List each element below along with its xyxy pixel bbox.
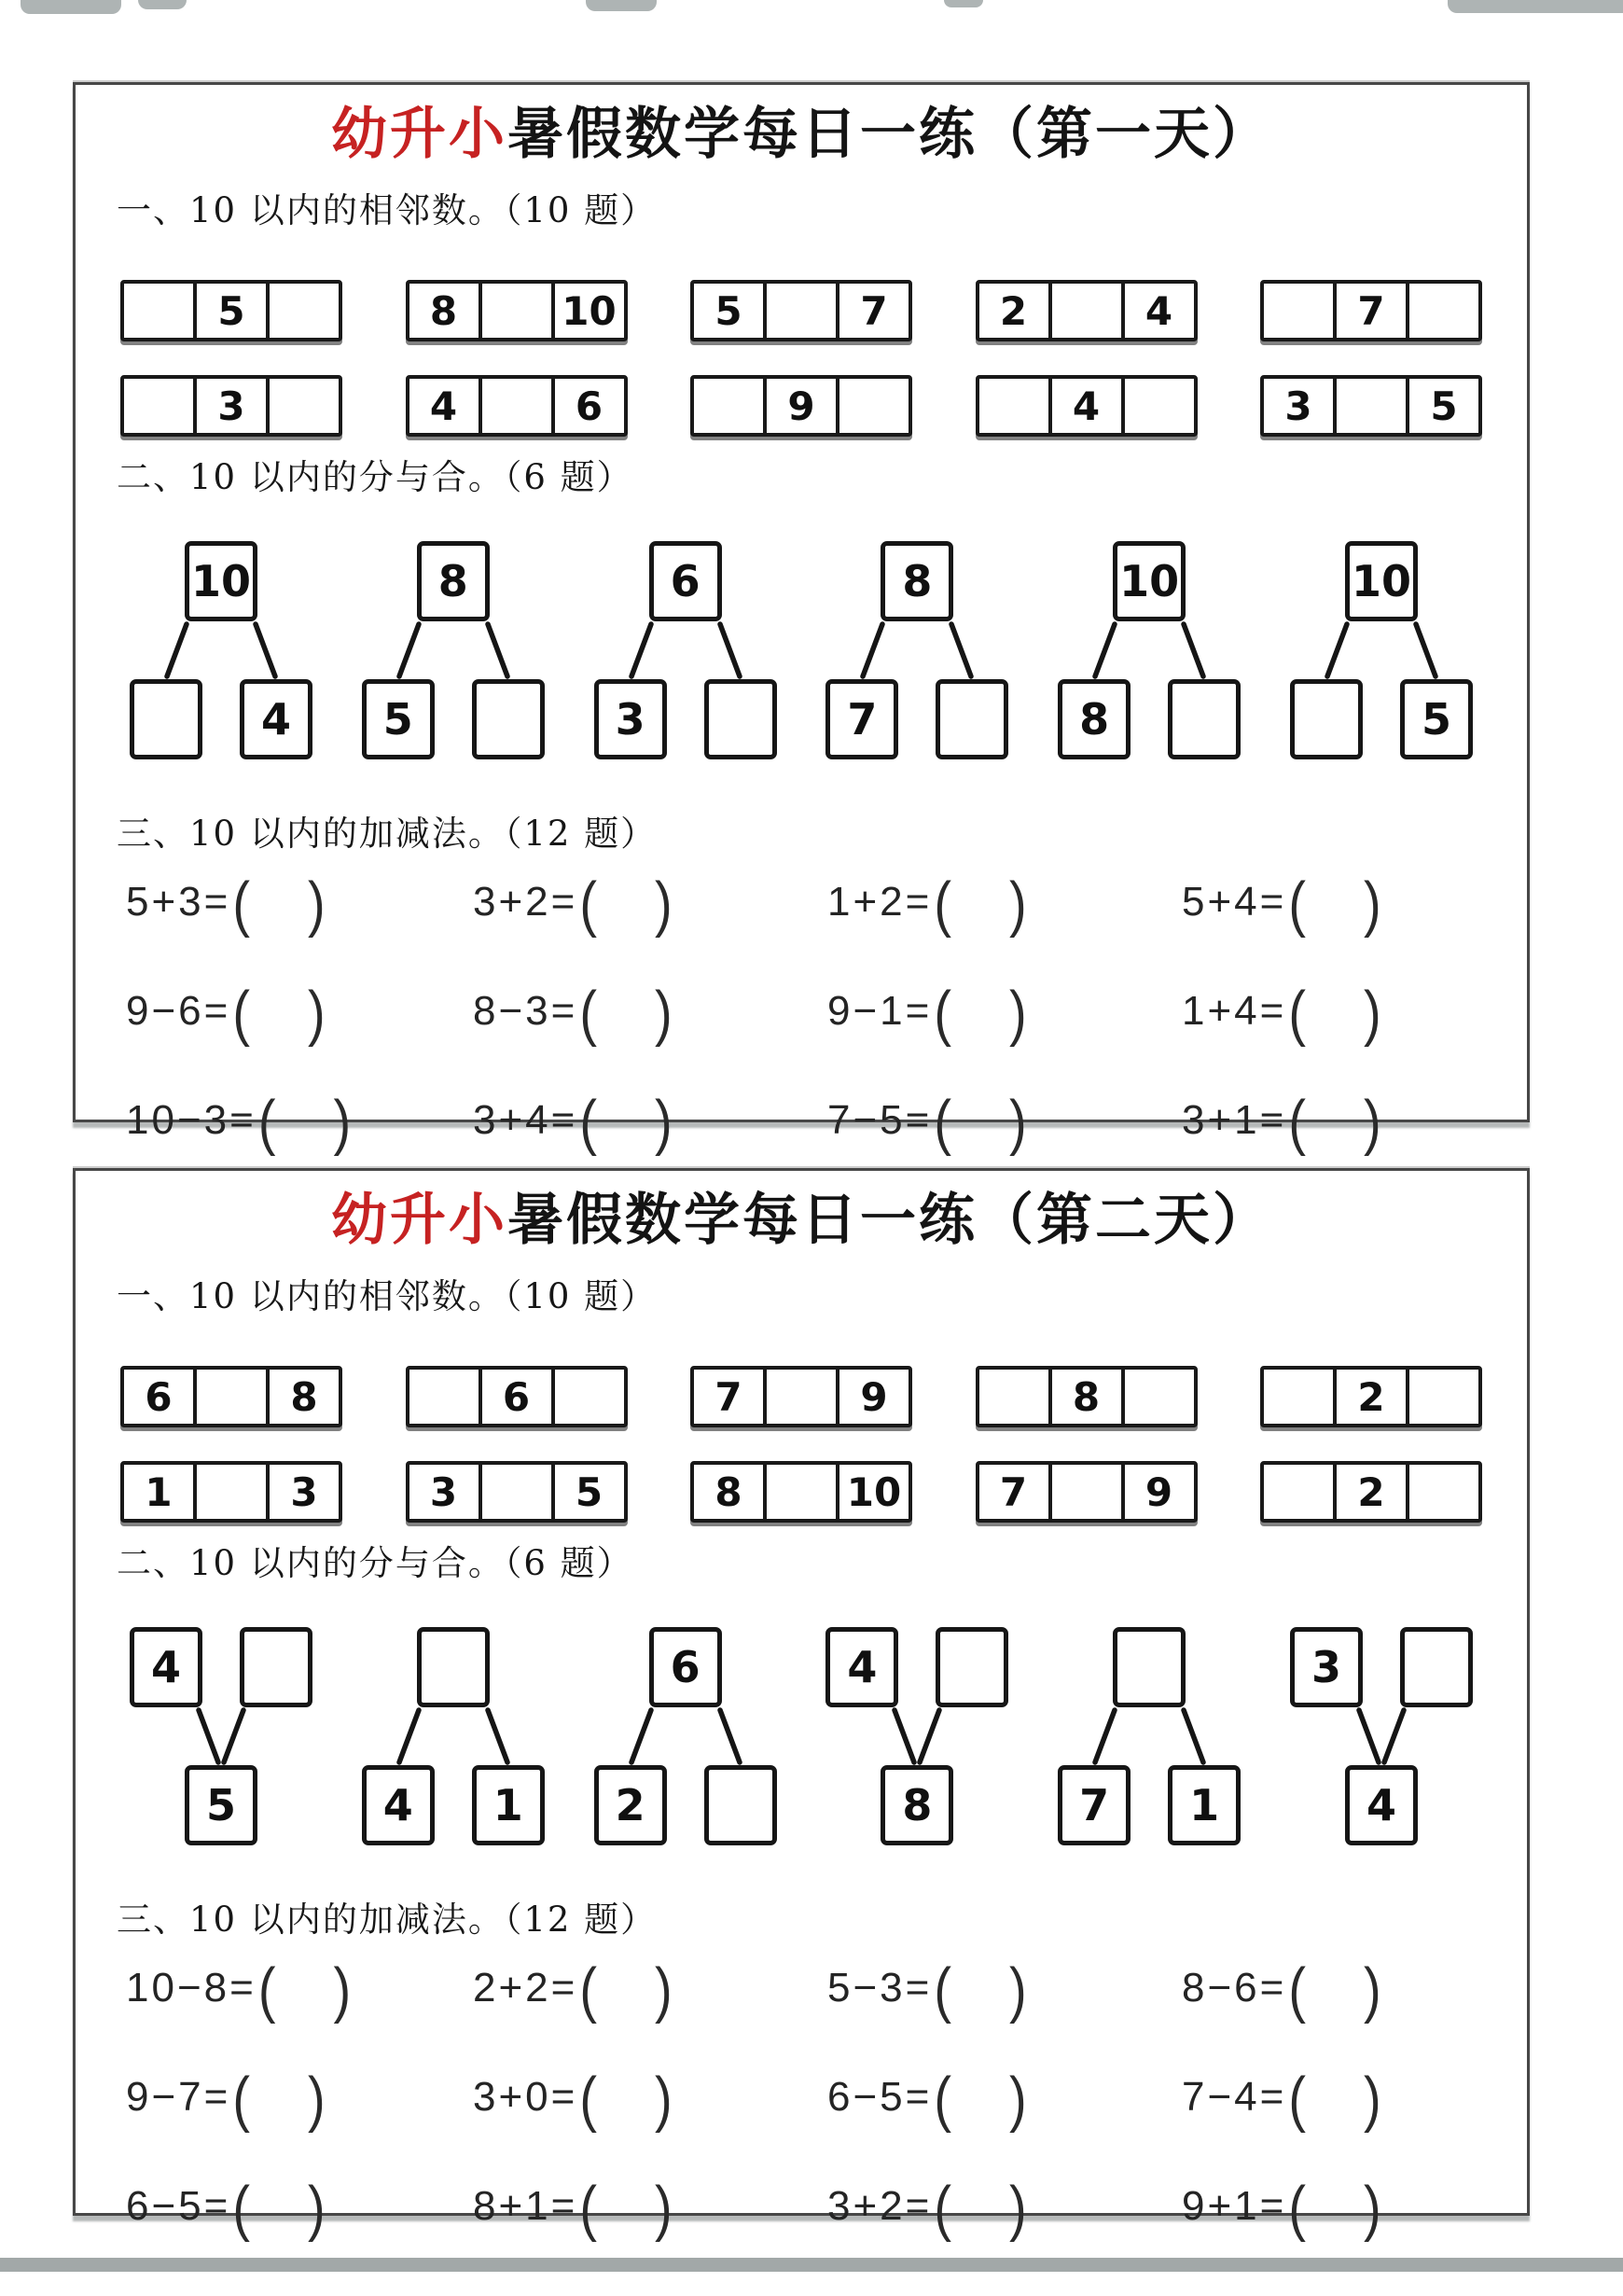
equation (827, 2173, 1182, 2243)
neighbor-box (1260, 375, 1482, 437)
neighbor-cell: 7 (979, 1465, 1052, 1519)
neighbor-cell (124, 379, 197, 433)
section-heading-arithmetic: 三、10 以内的加减法。（12 题） (117, 814, 658, 855)
equation (473, 869, 827, 939)
neighbor-box (690, 375, 912, 437)
bond-box: 6 (649, 541, 722, 621)
scan-artifact (1448, 0, 1623, 13)
neighbor-cell (555, 1370, 624, 1424)
neighbor-cell: 7 (860, 287, 888, 334)
equation-expression: 9−7= (126, 2074, 231, 2121)
open-paren: ( (934, 978, 953, 1048)
bond-box: 10 (185, 541, 257, 621)
bond-lines (594, 621, 777, 679)
bond-box: 5 (1400, 679, 1473, 759)
bond-lines (594, 1707, 777, 1765)
equation-expression: 9−1= (827, 988, 933, 1035)
equation-expression: 8−6= (1182, 1965, 1287, 2011)
bond-box: 4 (825, 1627, 898, 1707)
neighbor-cell: 4 (409, 379, 482, 433)
equation-expression: 6−5= (126, 2183, 231, 2230)
scan-artifact (21, 0, 121, 14)
equation (1182, 2064, 1493, 2134)
panel-title (109, 100, 1493, 170)
equation (827, 1087, 1182, 1157)
neighbor-cell: 9 (1144, 1468, 1173, 1515)
neighbor-cell (482, 284, 555, 338)
neighbor-cell (482, 1465, 555, 1519)
neighbor-box (406, 1461, 628, 1523)
neighbor-cell: 5 (694, 284, 767, 338)
bond-lines (825, 621, 1008, 679)
close-paren: ) (1364, 978, 1383, 1048)
neighbor-cell: 1 (124, 1465, 197, 1519)
close-paren: ) (1009, 1087, 1029, 1157)
scan-artifact-bottom (0, 2258, 1623, 2272)
bond-box (704, 1765, 777, 1845)
close-paren: ) (1009, 1955, 1029, 2025)
equation (1182, 1955, 1493, 2025)
neighbor-box (406, 375, 628, 437)
close-paren: ) (308, 978, 327, 1048)
open-paren: ( (934, 1955, 953, 2025)
equation (473, 2173, 827, 2243)
equation (1182, 978, 1493, 1048)
equations-grid (109, 869, 1493, 1157)
bond-box: 2 (594, 1765, 667, 1845)
neighbor-box (406, 280, 628, 341)
equation (827, 1955, 1182, 2025)
bond-box (1113, 1627, 1186, 1707)
number-bond (1058, 541, 1241, 759)
neighbor-cell (482, 379, 555, 433)
neighbor-cell: 2 (979, 284, 1052, 338)
open-paren: ( (1288, 1087, 1308, 1157)
neighbor-box (976, 1366, 1198, 1427)
neighbor-cell (694, 379, 767, 433)
bond-lines (1290, 1707, 1473, 1765)
bond-box: 7 (1058, 1765, 1131, 1845)
equation (126, 2064, 473, 2134)
bond-lines (130, 621, 312, 679)
equation-expression: 3+0= (473, 2074, 578, 2121)
neighbor-cell (1337, 379, 1409, 433)
bond-box (936, 1627, 1008, 1707)
open-paren: ( (934, 2064, 953, 2134)
equation-expression: 5−3= (827, 1965, 933, 2011)
bond-box: 1 (472, 1765, 545, 1845)
close-paren: ) (1364, 2173, 1383, 2243)
open-paren: ( (579, 1087, 599, 1157)
number-bond (1290, 1627, 1473, 1845)
equation (126, 869, 473, 939)
neighbor-cell: 2 (1337, 1465, 1409, 1519)
neighbor-cell: 8 (694, 1465, 767, 1519)
neighbor-cell: 5 (1430, 383, 1458, 429)
equation-expression: 10−8= (126, 1965, 257, 2011)
close-paren: ) (1364, 2064, 1383, 2134)
equation-expression: 3+4= (473, 1097, 578, 1144)
close-paren: ) (1009, 2064, 1029, 2134)
close-paren: ) (333, 1087, 354, 1157)
close-paren: ) (333, 1955, 354, 2025)
open-paren: ( (1288, 869, 1308, 939)
neighbor-cell: 6 (482, 1370, 555, 1424)
bond-box (1168, 679, 1241, 759)
neighbor-cell: 6 (575, 383, 603, 429)
neighbors-row (109, 375, 1493, 437)
equations-grid (109, 1955, 1493, 2243)
scan-artifact (586, 0, 657, 11)
open-paren: ( (232, 2064, 252, 2134)
equation-expression: 8+1= (473, 2183, 578, 2230)
section-heading-bonds: 二、10 以内的分与合。（6 题） (117, 457, 633, 498)
number-bond (825, 1627, 1008, 1845)
bonds-row (109, 541, 1493, 759)
bond-box: 7 (825, 679, 898, 759)
equation-expression: 7−4= (1182, 2074, 1287, 2121)
equation-expression: 8−3= (473, 988, 578, 1035)
equation (827, 869, 1182, 939)
open-paren: ( (1288, 2064, 1308, 2134)
number-bond (1290, 541, 1473, 759)
neighbor-cell: 2 (1337, 1370, 1409, 1424)
close-paren: ) (655, 1955, 674, 2025)
close-paren: ) (308, 2064, 327, 2134)
neighbor-box (1260, 280, 1482, 341)
worksheet-panel-day2 (73, 1168, 1530, 2243)
open-paren: ( (232, 978, 252, 1048)
scan-artifact (944, 0, 983, 7)
neighbor-cell (1409, 1370, 1478, 1424)
bond-box (704, 679, 777, 759)
bond-box: 8 (1058, 679, 1131, 759)
neighbor-cell (979, 1370, 1052, 1424)
equation-expression: 3+2= (827, 2183, 933, 2230)
open-paren: ( (1288, 978, 1308, 1048)
equation (1182, 2173, 1493, 2243)
neighbor-box (690, 1461, 912, 1523)
neighbor-box (120, 375, 342, 437)
scan-artifact (138, 0, 187, 9)
section-heading-neighbors: 一、10 以内的相邻数。（10 题） (117, 190, 658, 230)
open-paren: ( (232, 2173, 252, 2243)
neighbor-cell: 6 (124, 1370, 197, 1424)
close-paren: ) (1364, 1955, 1383, 2025)
open-paren: ( (579, 2064, 599, 2134)
neighbor-cell: 10 (562, 287, 617, 334)
neighbor-box (690, 1366, 912, 1427)
neighbors-row (109, 1366, 1493, 1427)
equation-expression: 5+3= (126, 879, 231, 925)
equation-expression: 1+2= (827, 879, 933, 925)
bond-box (1290, 679, 1363, 759)
neighbor-cell: 5 (197, 284, 270, 338)
worksheet-panel-day1 (73, 82, 1530, 1157)
neighbor-cell: 9 (860, 1373, 888, 1420)
neighbor-cell: 7 (694, 1370, 767, 1424)
equation-expression: 3+2= (473, 879, 578, 925)
neighbor-cell (1052, 1465, 1125, 1519)
bond-box: 5 (185, 1765, 257, 1845)
equation (126, 2173, 473, 2243)
bond-box (240, 1627, 312, 1707)
equation (473, 2064, 827, 2134)
neighbor-cell (270, 284, 339, 338)
bond-lines (130, 1707, 312, 1765)
bond-lines (1058, 621, 1241, 679)
equation (1182, 1087, 1493, 1157)
title-text: 暑假数学每日一练（第二天） (507, 1188, 1271, 1253)
equation (473, 978, 827, 1048)
close-paren: ) (308, 2173, 327, 2243)
neighbor-cell (1409, 1465, 1478, 1519)
number-bond (130, 541, 312, 759)
neighbor-cell (1264, 1465, 1337, 1519)
open-paren: ( (934, 1087, 953, 1157)
equation-expression: 1+4= (1182, 988, 1287, 1035)
bonds-row (109, 1627, 1493, 1845)
close-paren: ) (1009, 2173, 1029, 2243)
neighbor-cell (979, 379, 1052, 433)
bond-box: 6 (649, 1627, 722, 1707)
neighbor-cell (197, 1465, 270, 1519)
bond-box: 10 (1345, 541, 1418, 621)
bond-box: 4 (362, 1765, 435, 1845)
neighbor-box (976, 1461, 1198, 1523)
open-paren: ( (579, 869, 599, 939)
close-paren: ) (655, 2173, 674, 2243)
equation-expression: 9+1= (1182, 2183, 1287, 2230)
open-paren: ( (257, 1955, 278, 2025)
open-paren: ( (934, 2173, 953, 2243)
number-bond (362, 1627, 545, 1845)
bond-box (472, 679, 545, 759)
close-paren: ) (1009, 869, 1029, 939)
neighbor-cell (1409, 284, 1478, 338)
neighbor-cell (197, 1370, 270, 1424)
neighbor-cell (767, 284, 839, 338)
neighbor-box (120, 280, 342, 341)
equation (126, 978, 473, 1048)
bond-lines (825, 1707, 1008, 1765)
close-paren: ) (308, 869, 327, 939)
neighbor-box (690, 280, 912, 341)
equation (827, 2064, 1182, 2134)
bond-lines (1290, 621, 1473, 679)
open-paren: ( (934, 869, 953, 939)
neighbor-cell (767, 1370, 839, 1424)
close-paren: ) (655, 978, 674, 1048)
number-bond (594, 541, 777, 759)
neighbor-cell: 3 (409, 1465, 482, 1519)
bond-box: 8 (881, 1765, 953, 1845)
neighbor-cell: 8 (409, 284, 482, 338)
neighbor-cell: 3 (290, 1468, 318, 1515)
equation (1182, 869, 1493, 939)
equation-expression: 5+4= (1182, 879, 1287, 925)
neighbor-cell: 10 (846, 1468, 902, 1515)
section-heading-bonds: 二、10 以内的分与合。（6 题） (117, 1543, 633, 1584)
neighbor-cell: 3 (197, 379, 270, 433)
neighbor-box (976, 280, 1198, 341)
section-heading-neighbors: 一、10 以内的相邻数。（10 题） (117, 1276, 658, 1316)
neighbor-cell (1264, 284, 1337, 338)
neighbor-cell (124, 284, 197, 338)
number-bond (1058, 1627, 1241, 1845)
equation-expression: 2+2= (473, 1965, 578, 2011)
open-paren: ( (1288, 1955, 1308, 2025)
neighbor-cell: 4 (1052, 379, 1125, 433)
neighbor-cell (1264, 1370, 1337, 1424)
number-bond (825, 541, 1008, 759)
neighbors-row (109, 1461, 1493, 1523)
equation-expression: 7−5= (827, 1097, 933, 1144)
neighbor-cell (1052, 284, 1125, 338)
neighbor-cell: 7 (1337, 284, 1409, 338)
neighbor-cell: 8 (1052, 1370, 1125, 1424)
open-paren: ( (1288, 2173, 1308, 2243)
equation (827, 978, 1182, 1048)
neighbor-box (120, 1366, 342, 1427)
bond-box (1400, 1627, 1473, 1707)
neighbor-cell: 9 (767, 379, 839, 433)
bond-box (130, 679, 202, 759)
neighbor-cell: 8 (290, 1373, 318, 1420)
bond-box (936, 679, 1008, 759)
title-highlight: 幼升小 (331, 102, 507, 167)
bond-box: 4 (240, 679, 312, 759)
number-bond (362, 541, 545, 759)
open-paren: ( (232, 869, 252, 939)
open-paren: ( (257, 1087, 278, 1157)
neighbor-cell: 4 (1144, 287, 1173, 334)
neighbors-row (109, 280, 1493, 341)
close-paren: ) (1009, 978, 1029, 1048)
number-bond (594, 1627, 777, 1845)
bond-lines (362, 621, 545, 679)
close-paren: ) (1364, 869, 1383, 939)
equation-expression: 9−6= (126, 988, 231, 1035)
number-bond (130, 1627, 312, 1845)
close-paren: ) (655, 2064, 674, 2134)
open-paren: ( (579, 1955, 599, 2025)
bond-lines (362, 1707, 545, 1765)
equation (126, 1087, 473, 1157)
neighbor-box (976, 375, 1198, 437)
equation (126, 1955, 473, 2025)
title-text: 暑假数学每日一练（第一天） (507, 102, 1271, 167)
title-highlight: 幼升小 (331, 1188, 507, 1253)
close-paren: ) (655, 869, 674, 939)
neighbor-cell (270, 379, 339, 433)
bond-box: 4 (1345, 1765, 1418, 1845)
close-paren: ) (655, 1087, 674, 1157)
neighbor-box (120, 1461, 342, 1523)
neighbor-cell (767, 1465, 839, 1519)
bond-box: 5 (362, 679, 435, 759)
bond-box: 3 (594, 679, 667, 759)
open-paren: ( (579, 2173, 599, 2243)
equation-expression: 6−5= (827, 2074, 933, 2121)
neighbor-cell: 3 (1264, 379, 1337, 433)
equation (473, 1955, 827, 2025)
neighbor-box (1260, 1461, 1482, 1523)
neighbor-box (1260, 1366, 1482, 1427)
section-heading-arithmetic: 三、10 以内的加减法。（12 题） (117, 1899, 658, 1941)
panel-title (109, 1186, 1493, 1256)
bond-box: 1 (1168, 1765, 1241, 1845)
equation-expression: 10−3= (126, 1097, 257, 1144)
equation (473, 1087, 827, 1157)
close-paren: ) (1364, 1087, 1383, 1157)
neighbor-box (406, 1366, 628, 1427)
neighbor-cell (839, 379, 909, 433)
open-paren: ( (579, 978, 599, 1048)
neighbor-cell (1125, 1370, 1194, 1424)
bond-box: 8 (881, 541, 953, 621)
bond-box: 8 (417, 541, 490, 621)
equation-expression: 3+1= (1182, 1097, 1287, 1144)
bond-box: 4 (130, 1627, 202, 1707)
neighbor-cell (409, 1370, 482, 1424)
neighbor-cell: 5 (575, 1468, 603, 1515)
bond-lines (1058, 1707, 1241, 1765)
bond-box (417, 1627, 490, 1707)
neighbor-cell (1125, 379, 1194, 433)
bond-box: 3 (1290, 1627, 1363, 1707)
bond-box: 10 (1113, 541, 1186, 621)
